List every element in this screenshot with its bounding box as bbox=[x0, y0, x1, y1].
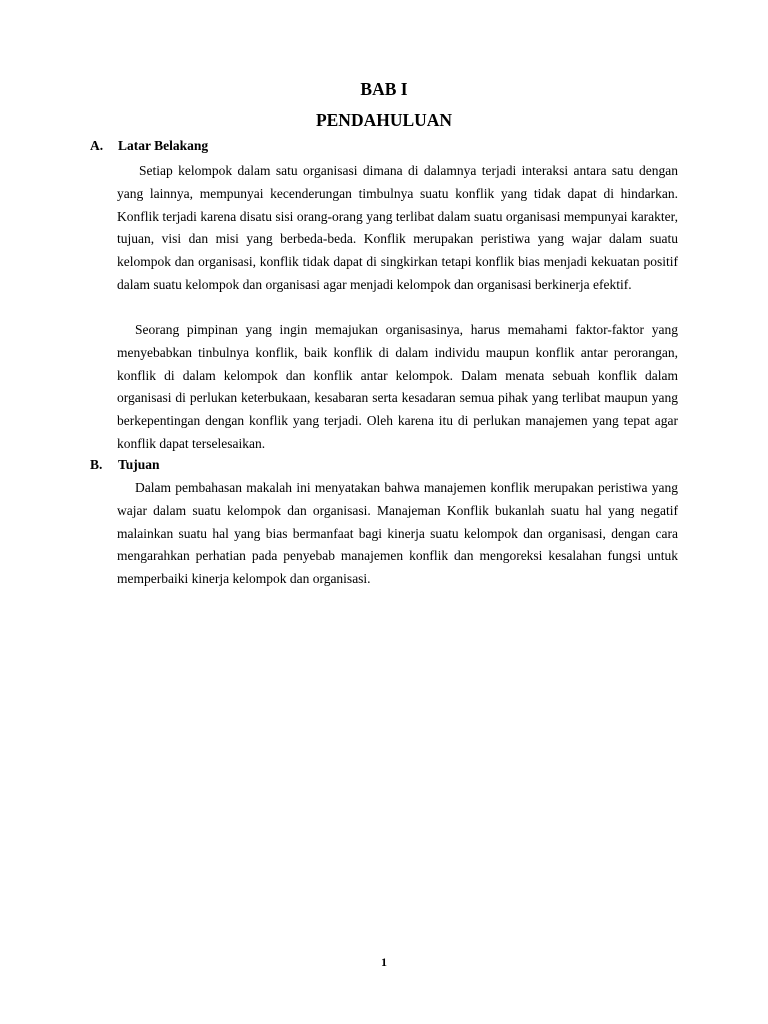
section-title: Tujuan bbox=[118, 457, 160, 472]
section-heading-latar-belakang bbox=[90, 137, 208, 155]
paragraph-text: Dalam pembahasan makalah ini menyatakan bahwa manajemen konflik merupakan peristiwa yang wajar dalam suatu kelompok dan organisasi. Manajeman Konflik bukanlah suatu hal yang negatif malainkan suatu hal yang bias bermanfaat bagi kinerja suatu kelompok dan organisasi, dengan cara mengarahkan perhatian pada penyebab manajemen konflik dan mengoreksi kesalahan fungsi untuk memperbaiki kinerja kelompok dan organisasi. bbox=[117, 480, 678, 587]
paragraph-latar-belakang-1 bbox=[117, 160, 678, 297]
section-letter: B. bbox=[90, 457, 103, 472]
section-title: Latar Belakang bbox=[118, 138, 209, 153]
section-letter: A. bbox=[90, 138, 104, 153]
paragraph-tujuan-1 bbox=[117, 477, 678, 591]
paragraph-latar-belakang-2 bbox=[117, 319, 678, 456]
paragraph-text: Seorang pimpinan yang ingin memajukan organisasinya, harus memahami faktor-faktor yang menyebabkan tinbulnya konflik, baik konflik di dalam individu maupun konflik antar perorangan, konflik di dalam kelompok dan konflik antar kelompok. Dalam menata sebuah konflik dalam organisasi di perlukan keterbukaan, kesabaran serta kesadaran semua pihak yang terlibat maupun yang berkepentingan dengan konflik yang terjadi. Oleh karena itu di perlukan manajemen yang tepat agar konflik dapat terselesaikan. bbox=[117, 322, 678, 451]
paragraph-text: Setiap kelompok dalam satu organisasi dimana di dalamnya terjadi interaksi antara satu dengan yang lainnya, mempunyai kecenderungan timbulnya suatu konflik yang tidak dapat di hindarkan. Konflik terjadi karena disatu sisi orang-orang yang terlibat dalam suatu organisasi mempunyai karakter, tujuan, visi dan misi yang berbeda-beda. Konflik merupakan peristiwa yang wajar dalam suatu kelompok dan organisasi, konflik tidak dapat di singkirkan tetapi konflik bias menjadi kekuatan positif dalam suatu kelompok dan organisasi agar menjadi kelompok dan organisasi berkinerja efektif. bbox=[117, 163, 678, 292]
chapter-subtitle: PENDAHULUAN bbox=[315, 110, 453, 130]
chapter-title: BAB I bbox=[360, 79, 408, 99]
page-number: 1 bbox=[381, 955, 387, 969]
section-heading-tujuan bbox=[90, 456, 160, 474]
